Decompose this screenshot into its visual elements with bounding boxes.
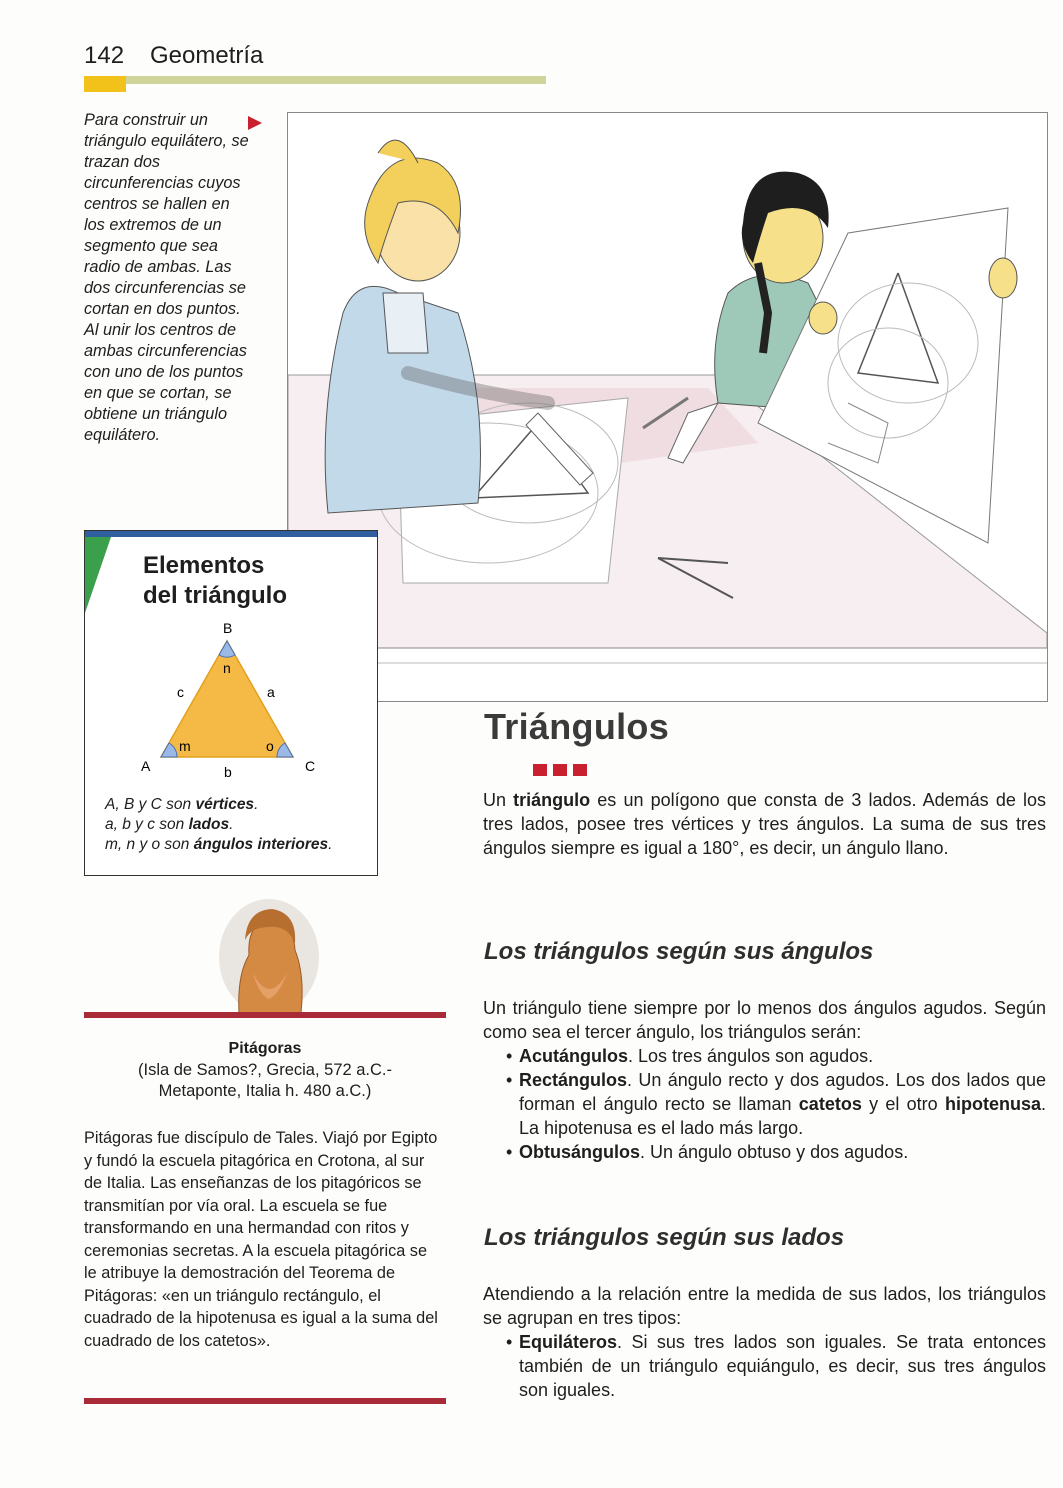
angles-intro: Un triángulo tiene siempre por lo menos dos ángulos agudos. Según como sea el tercer ángulo, los triángulos serán: bbox=[483, 998, 1046, 1042]
catetos-term: catetos bbox=[798, 1094, 862, 1114]
right-term: Rectángulos bbox=[519, 1070, 628, 1090]
list-item-acutangulos bbox=[506, 1044, 1046, 1068]
right-text-3: . La hipotenusa es el lado más largo. bbox=[519, 1094, 1046, 1138]
caption-arrow-icon bbox=[248, 116, 262, 130]
box-title-line1: Elementos bbox=[143, 552, 265, 579]
list-item-rectangulos bbox=[506, 1068, 1046, 1140]
def-vertices-post: . bbox=[254, 796, 259, 813]
header-rule bbox=[84, 76, 546, 84]
triangle-diagram bbox=[125, 611, 345, 781]
sides-heading: Los triángulos según sus lados bbox=[484, 1224, 845, 1251]
bio-places-line1: (Isla de Samos?, Grecia, 572 a.C.- bbox=[137, 1061, 393, 1079]
angle-label-n: n bbox=[223, 660, 231, 676]
illustration-caption: Para construir un triángulo equilátero, se trazan dos circunferencias cuyos centros se hallen en los extremos de un segmento que sea radio de ambas. Las dos circunferencias se cortan en dos puntos. Al unir los centros de ambas circunferencias con uno de los puntos en que se cortan, se obtiene un triángulo equilátero. bbox=[84, 111, 249, 444]
section-title: Geometría bbox=[150, 42, 264, 69]
illustration-girls-drawing bbox=[287, 112, 1048, 702]
header-accent bbox=[84, 76, 126, 92]
side-label-c: c bbox=[177, 684, 184, 700]
angle-label-o: o bbox=[266, 738, 274, 754]
title-square-3 bbox=[573, 764, 587, 776]
intro-text-2: es un polígono que consta de 3 lados. Además de los tres lados, posee tres vértices y tres ángulos. La suma de sus tres ángulos siempre es igual a 180°, es decir, un ángulo llano. bbox=[483, 790, 1046, 858]
acute-term: Acutángulos bbox=[519, 1046, 629, 1066]
side-label-a: a bbox=[267, 684, 275, 700]
angles-heading: Los triángulos según sus ángulos bbox=[484, 938, 874, 965]
def-sides-post: . bbox=[229, 816, 234, 833]
hipotenusa-term: hipotenusa bbox=[944, 1094, 1041, 1114]
angles-list bbox=[506, 1044, 1046, 1164]
list-item-obtusangulos bbox=[506, 1140, 1046, 1164]
vertex-label-b: B bbox=[223, 620, 233, 636]
angle-label-m: m bbox=[179, 738, 191, 754]
def-angles-term: ángulos interiores bbox=[193, 836, 329, 853]
intro-text-1: Un bbox=[483, 790, 514, 810]
intro-paragraph bbox=[483, 788, 1046, 860]
bio-places bbox=[110, 1060, 420, 1102]
triangle-elements-box bbox=[84, 530, 378, 876]
side-label-b: b bbox=[224, 764, 232, 780]
title-square-2 bbox=[553, 764, 567, 776]
bio-name: Pitágoras bbox=[228, 1040, 302, 1057]
main-title: Triángulos bbox=[484, 706, 670, 747]
bio-text: Pitágoras fue discípulo de Tales. Viajó por Egipto y fundó la escuela pitagórica en Crotona, al sur de Italia. Las enseñanzas de los pitagóricos se transmitían por vía oral. La escuela se fue transformando en una hermandad con ritos y ceremonias secretas. A la escuela pitagórica se le atribuye la demostración del Teorema de Pitágoras: «en un triángulo rectángulo, el cuadrado de la hipotenusa es igual a la suma del cuadrado de los catetos». bbox=[84, 1129, 438, 1350]
drawing-scene-image bbox=[288, 113, 1047, 701]
obtuse-term: Obtusángulos bbox=[519, 1142, 640, 1162]
angle-n-arc bbox=[219, 641, 235, 657]
box-definitions bbox=[105, 795, 375, 855]
box-corner-accent bbox=[85, 537, 111, 613]
pythagoras-bust-image bbox=[217, 895, 321, 1015]
bio-top-rule bbox=[84, 1012, 446, 1018]
box-top-bar bbox=[85, 531, 377, 537]
right-text-1: . Un ángulo recto y dos agudos. Los dos lados que forman el ángulo recto se llaman bbox=[519, 1070, 1046, 1114]
equi-text: . Si sus tres lados son iguales. Se trata entonces también de un triángulo equiángulo, es decir, sus tres ángulos son iguales. bbox=[519, 1332, 1046, 1400]
sides-list bbox=[506, 1330, 1046, 1402]
acute-text: . Los tres ángulos son agudos. bbox=[628, 1046, 874, 1066]
obtuse-text: . Un ángulo obtuso y dos agudos. bbox=[640, 1142, 909, 1162]
bio-bottom-rule bbox=[84, 1398, 446, 1404]
vertex-label-a: A bbox=[141, 758, 151, 774]
def-sides-term: lados bbox=[188, 816, 230, 833]
def-sides-pre: a, b y c son bbox=[105, 816, 189, 833]
title-square-1 bbox=[533, 764, 547, 776]
def-angles-pre: m, n y o son bbox=[105, 836, 194, 853]
right-text-2: y el otro bbox=[861, 1094, 945, 1114]
sides-intro: Atendiendo a la relación entre la medida de sus lados, los triángulos se agrupan en tres tipos: bbox=[483, 1284, 1046, 1328]
def-vertices-term: vértices bbox=[195, 796, 255, 813]
equi-term: Equiláteros bbox=[519, 1332, 618, 1352]
box-title-line2: del triángulo bbox=[143, 582, 287, 609]
def-angles-post: . bbox=[328, 836, 333, 853]
intro-term: triángulo bbox=[513, 790, 591, 810]
page-number: 142 bbox=[84, 42, 125, 69]
bio-places-line2: Metaponte, Italia h. 480 a.C.) bbox=[158, 1082, 372, 1100]
vertex-label-c: C bbox=[305, 758, 316, 774]
box-title bbox=[143, 551, 363, 611]
def-vertices-pre: A, B y C son bbox=[105, 796, 196, 813]
list-item-equilateros bbox=[506, 1330, 1046, 1402]
